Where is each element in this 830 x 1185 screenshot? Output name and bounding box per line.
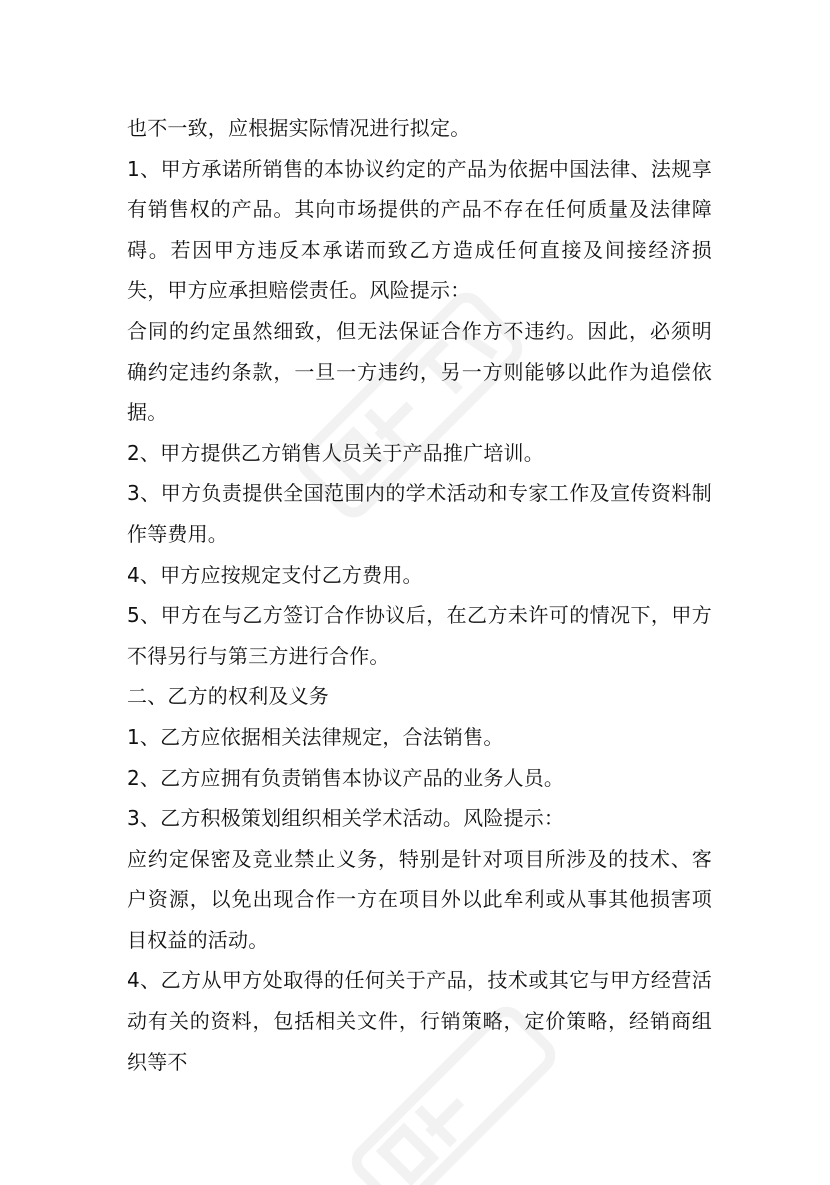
section-heading-party-b: 二、乙方的权利及义务 [127,684,329,709]
clause-party-b-2: 2、乙方应拥有负责销售本协议产品的业务人员。 [127,765,565,790]
document-body [127,108,712,1082]
clause-party-b-3: 3、乙方积极策划组织相关学术活动。风险提示： [127,806,565,831]
paragraph-continuation: 也不一致，应根据实际情况进行拟定。 [127,116,471,140]
clause-party-b-4: 4、乙方从甲方处取得的任何关于产品，技术或其它与甲方经营活动有关的资料，包括相关文件，行销策略，定价策略，经销商组织等不 [127,968,712,1074]
clause-party-b-1: 1、乙方应依据相关法律规定，合法销售。 [127,724,504,749]
risk-note-breach: 合同的约定虽然细致，但无法保证合作方不违约。因此，必须明确约定违约条款，一旦一方违约，另一方则能够以此作为追偿依据。 [127,318,712,425]
clause-party-a-1: 1、甲方承诺所销售的本协议约定的产品为依据中国法律、法规享有销售权的产品。其向市场提供的产品不存在任何质量及法律障碍。若因甲方违反本承诺而致乙方造成任何直接及间接经济损失，甲方应承担赔偿责任。风险提示： [127,156,712,303]
risk-note-confidentiality: 应约定保密及竞业禁止义务，特别是针对项目所涉及的技术、客户资源，以免出现合作一方在项目外以此牟利或从事其他损害项目权益的活动。 [127,846,712,952]
clause-party-a-4: 4、甲方应按规定支付乙方费用。 [127,562,423,587]
clause-party-a-2: 2、甲方提供乙方销售人员关于产品推广培训。 [127,440,544,465]
clause-party-a-3: 3、甲方负责提供全国范围内的学术活动和专家工作及宣传资料制作等费用。 [127,481,712,546]
clause-party-a-5: 5、甲方在与乙方签订合作协议后，在乙方未许可的情况下，甲方不得另行与第三方进行合作。 [127,603,712,668]
